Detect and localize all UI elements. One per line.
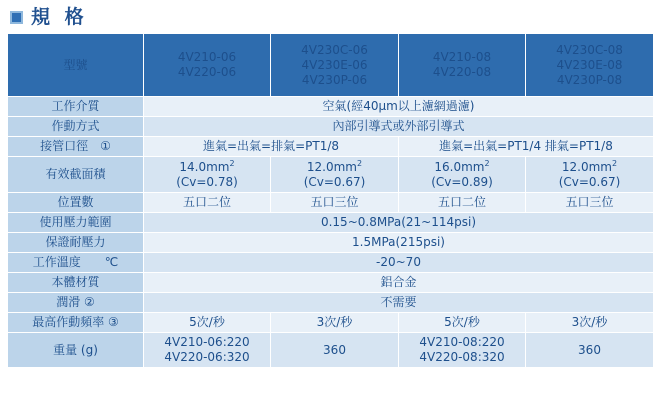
- table-row: [8, 117, 654, 137]
- table-cell: 進氣=出氣=PT1/4 排氣=PT1/8: [399, 137, 654, 157]
- table-cell: 5次/秒: [144, 313, 271, 333]
- cell-line-1: $16.0mm^2$: [434, 159, 490, 174]
- cell-line-2: 4V220-06:320: [164, 350, 250, 364]
- table-row: [8, 333, 654, 368]
- cell-superscript: 2: [357, 159, 363, 168]
- table-cell: 鋁合金: [144, 273, 654, 293]
- row-label: 作動方式: [8, 117, 144, 137]
- table-cell: 3次/秒: [271, 313, 399, 333]
- header-model-col-3: 4V210-08 4V220-08: [399, 34, 526, 97]
- table-cell: 五口二位: [399, 193, 526, 213]
- table-cell: [144, 333, 271, 368]
- row-label: 位置數: [8, 193, 144, 213]
- specification-table: [7, 33, 654, 368]
- table-cell: 五口二位: [144, 193, 271, 213]
- cell-superscript: 2: [229, 159, 235, 168]
- cell-line-2: (Cv=0.67): [303, 175, 366, 189]
- page-title: [0, 0, 658, 33]
- row-label: 接管口徑 ①: [8, 137, 144, 157]
- table-cell: 內部引導式或外部引導式: [144, 117, 654, 137]
- table-header-row: [8, 34, 654, 97]
- cell-superscript: 2: [612, 159, 618, 168]
- table-cell: 進氣=出氣=排氣=PT1/8: [144, 137, 399, 157]
- table-cell: 不需要: [144, 293, 654, 313]
- row-label: 潤滑 ②: [8, 293, 144, 313]
- cell-line-1: $12.0mm^2$: [306, 159, 363, 174]
- page-title-text: 規 格: [31, 6, 88, 28]
- cell-line-2: (Cv=0.78): [176, 175, 238, 189]
- row-label: 保證耐壓力: [8, 233, 144, 253]
- table-cell: 1.5MPa(215psi): [144, 233, 654, 253]
- table-body: [8, 97, 654, 368]
- cell-line-1: 4V210-06:220: [164, 335, 250, 349]
- row-label: 工作介質: [8, 97, 144, 117]
- table-row: [8, 233, 654, 253]
- table-cell: 0.15~0.8MPa(21~114psi): [144, 213, 654, 233]
- cell-superscript: 2: [484, 159, 490, 168]
- table-row: [8, 157, 654, 193]
- row-label: 重量 (g): [8, 333, 144, 368]
- table-row: [8, 193, 654, 213]
- table-row: [8, 137, 654, 157]
- table-cell: 五口三位: [526, 193, 654, 213]
- cell-line-1: $12.0mm^2$: [561, 159, 618, 174]
- row-label: 最高作動頻率 ③: [8, 313, 144, 333]
- cell-line-2: 4V220-08:320: [419, 350, 505, 364]
- table-cell: [399, 157, 526, 193]
- row-label: 使用壓力範圍: [8, 213, 144, 233]
- table-row: [8, 293, 654, 313]
- table-cell: [271, 157, 399, 193]
- cell-line-1: $14.0mm^2$: [179, 159, 235, 174]
- table-row: [8, 253, 654, 273]
- table-cell: 五口三位: [271, 193, 399, 213]
- table-row: [8, 313, 654, 333]
- header-model-col-4: 4V230C-08 4V230E-08 4V230P-08: [526, 34, 654, 97]
- table-row: [8, 273, 654, 293]
- table-cell: 5次/秒: [399, 313, 526, 333]
- row-label: 本體材質: [8, 273, 144, 293]
- table-row: [8, 213, 654, 233]
- header-model-col-1: 4V210-06 4V220-06: [144, 34, 271, 97]
- row-label: 工作溫度 ℃: [8, 253, 144, 273]
- table-cell: [144, 157, 271, 193]
- row-label: 有效截面積: [8, 157, 144, 193]
- table-cell: [526, 157, 654, 193]
- table-cell: -20~70: [144, 253, 654, 273]
- header-model-col-2: 4V230C-06 4V230E-06 4V230P-06: [271, 34, 399, 97]
- square-bullet-icon: [10, 11, 23, 24]
- table-cell: [399, 333, 526, 368]
- table-cell: 360: [526, 333, 654, 368]
- table-cell: 3次/秒: [526, 313, 654, 333]
- cell-line-1: 4V210-08:220: [419, 335, 505, 349]
- table-header: [8, 34, 654, 97]
- table-row: [8, 97, 654, 117]
- table-cell: 360: [271, 333, 399, 368]
- table-cell: 空氣(經40μm以上濾網過濾): [144, 97, 654, 117]
- cell-line-2: (Cv=0.67): [558, 175, 621, 189]
- cell-line-2: (Cv=0.89): [431, 175, 493, 189]
- header-model-label: 型號: [8, 34, 144, 97]
